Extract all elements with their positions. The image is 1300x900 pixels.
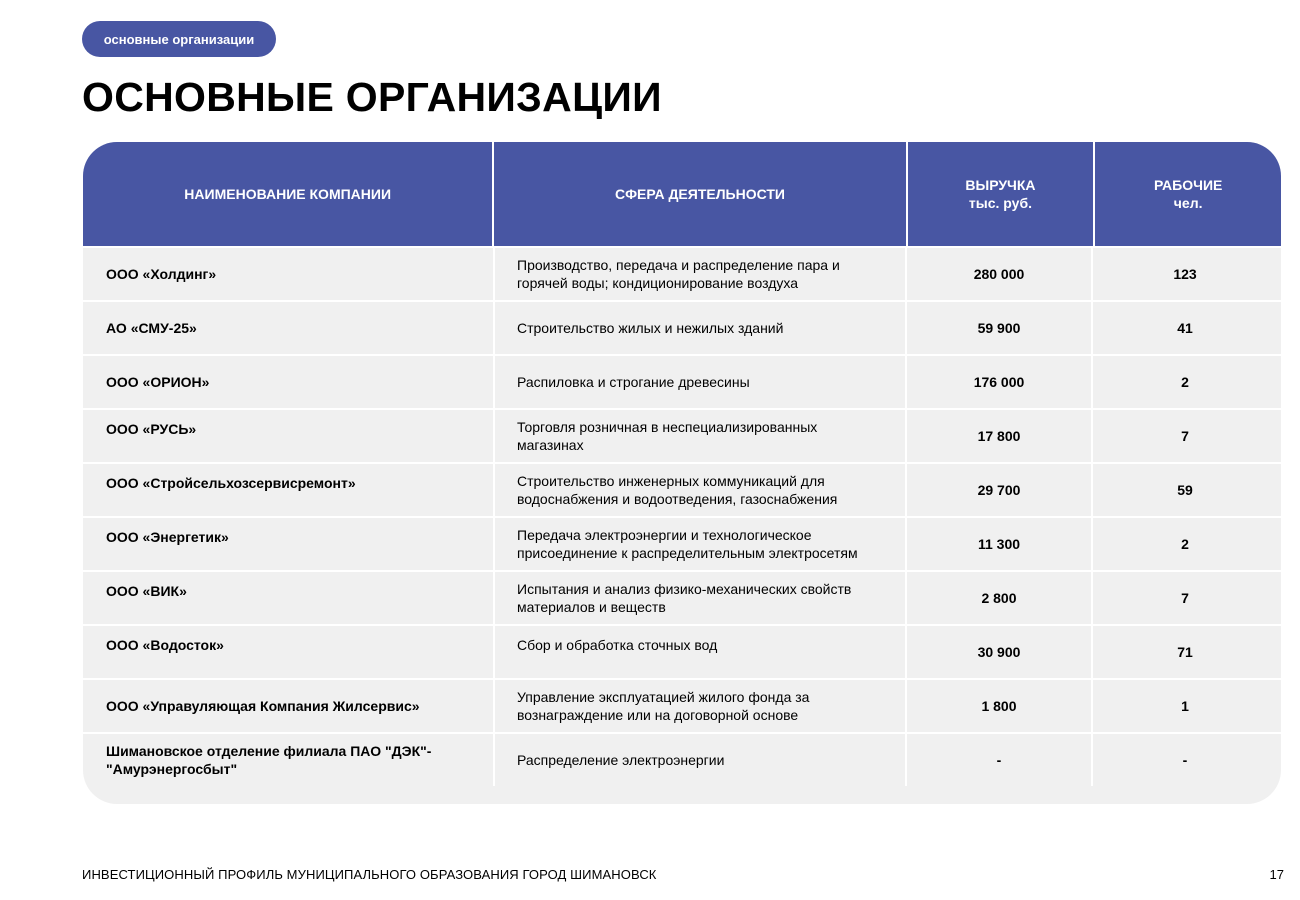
company-workers: 7: [1091, 410, 1277, 462]
table-row: [83, 408, 1281, 462]
company-name: ООО «Водосток»: [106, 637, 224, 653]
table-row: [83, 732, 1281, 786]
company-revenue: 59 900: [905, 302, 1091, 354]
table-row: [83, 570, 1281, 624]
company-revenue: 29 700: [905, 464, 1091, 516]
company-workers: 59: [1091, 464, 1277, 516]
header-revenue-unit: тыс. руб.: [968, 195, 1032, 211]
company-name: АО «СМУ-25»: [106, 320, 197, 336]
table-row: [83, 678, 1281, 732]
header-name-label: НАИМЕНОВАНИЕ КОМПАНИИ: [184, 186, 392, 202]
company-revenue: 11 300: [905, 518, 1091, 570]
company-revenue: 176 000: [905, 356, 1091, 408]
company-revenue: 30 900: [905, 626, 1091, 678]
header-revenue-label: ВЫРУЧКА: [965, 177, 1036, 193]
table-row: [83, 462, 1281, 516]
section-badge: основные организации: [82, 21, 276, 57]
company-workers: 41: [1091, 302, 1277, 354]
company-revenue: -: [905, 734, 1091, 786]
company-revenue: 17 800: [905, 410, 1091, 462]
company-revenue: 1 800: [905, 680, 1091, 732]
header-activity: [492, 142, 905, 246]
company-name: ООО «Стройсельхозсервисремонт»: [106, 475, 356, 491]
company-workers: 7: [1091, 572, 1277, 624]
header-workers-unit: чел.: [1173, 195, 1203, 211]
company-name: ООО «РУСЬ»: [106, 421, 197, 437]
company-workers: 1: [1091, 680, 1277, 732]
company-name: ООО «Энергетик»: [106, 529, 229, 545]
table-row: [83, 624, 1281, 678]
company-activity: Строительство инженерных коммуникаций для водоснабжения и водоотведения, газоснабжения: [493, 464, 905, 516]
company-workers: 2: [1091, 356, 1277, 408]
company-name: ООО «Управуляющая Компания Жилсервис»: [106, 698, 420, 714]
table-row: [83, 516, 1281, 570]
company-workers: -: [1091, 734, 1277, 786]
company-name: ООО «ОРИОН»: [106, 374, 210, 390]
company-activity: Производство, передача и распределение пара и горячей воды; кондиционирование воздуха: [493, 248, 905, 300]
header-workers-label: РАБОЧИЕ: [1153, 177, 1223, 193]
company-name: Шимановское отделение филиала ПАО "ДЭК"-"Амурэнергосбыт": [106, 743, 432, 777]
company-revenue: 280 000: [905, 248, 1091, 300]
company-activity: Передача электроэнергии и технологическое присоединение к распределительным электросетям: [493, 518, 905, 570]
page-title: ОСНОВНЫЕ ОРГАНИЗАЦИИ: [82, 74, 662, 120]
company-name: ООО «ВИК»: [106, 583, 187, 599]
header-name: [83, 142, 492, 246]
table-header: [83, 142, 1281, 246]
footer-text: ИНВЕСТИЦИОННЫЙ ПРОФИЛЬ МУНИЦИПАЛЬНОГО ОБРАЗОВАНИЯ ГОРОД ШИМАНОВСК: [82, 867, 657, 882]
table-row: [83, 246, 1281, 300]
page-number: 17: [1269, 867, 1284, 882]
company-workers: 2: [1091, 518, 1277, 570]
company-workers: 71: [1091, 626, 1277, 678]
organizations-table: [83, 142, 1281, 804]
company-activity: Сбор и обработка сточных вод: [493, 626, 905, 678]
table-row: [83, 354, 1281, 408]
header-workers: [1093, 142, 1281, 246]
company-name: ООО «Холдинг»: [106, 266, 217, 282]
header-revenue: [906, 142, 1094, 246]
header-activity-label: СФЕРА ДЕЯТЕЛЬНОСТИ: [614, 186, 785, 202]
company-activity: Управление эксплуатацией жилого фонда за вознаграждение или на договорной основе: [493, 680, 905, 732]
company-activity: Строительство жилых и нежилых зданий: [493, 302, 905, 354]
company-activity: Распределение электроэнергии: [493, 734, 905, 786]
company-revenue: 2 800: [905, 572, 1091, 624]
table-row: [83, 300, 1281, 354]
company-activity: Торговля розничная в неспециализированных магазинах: [493, 410, 905, 462]
company-activity: Испытания и анализ физико-механических свойств материалов и веществ: [493, 572, 905, 624]
company-activity: Распиловка и строгание древесины: [493, 356, 905, 408]
company-workers: 123: [1091, 248, 1277, 300]
